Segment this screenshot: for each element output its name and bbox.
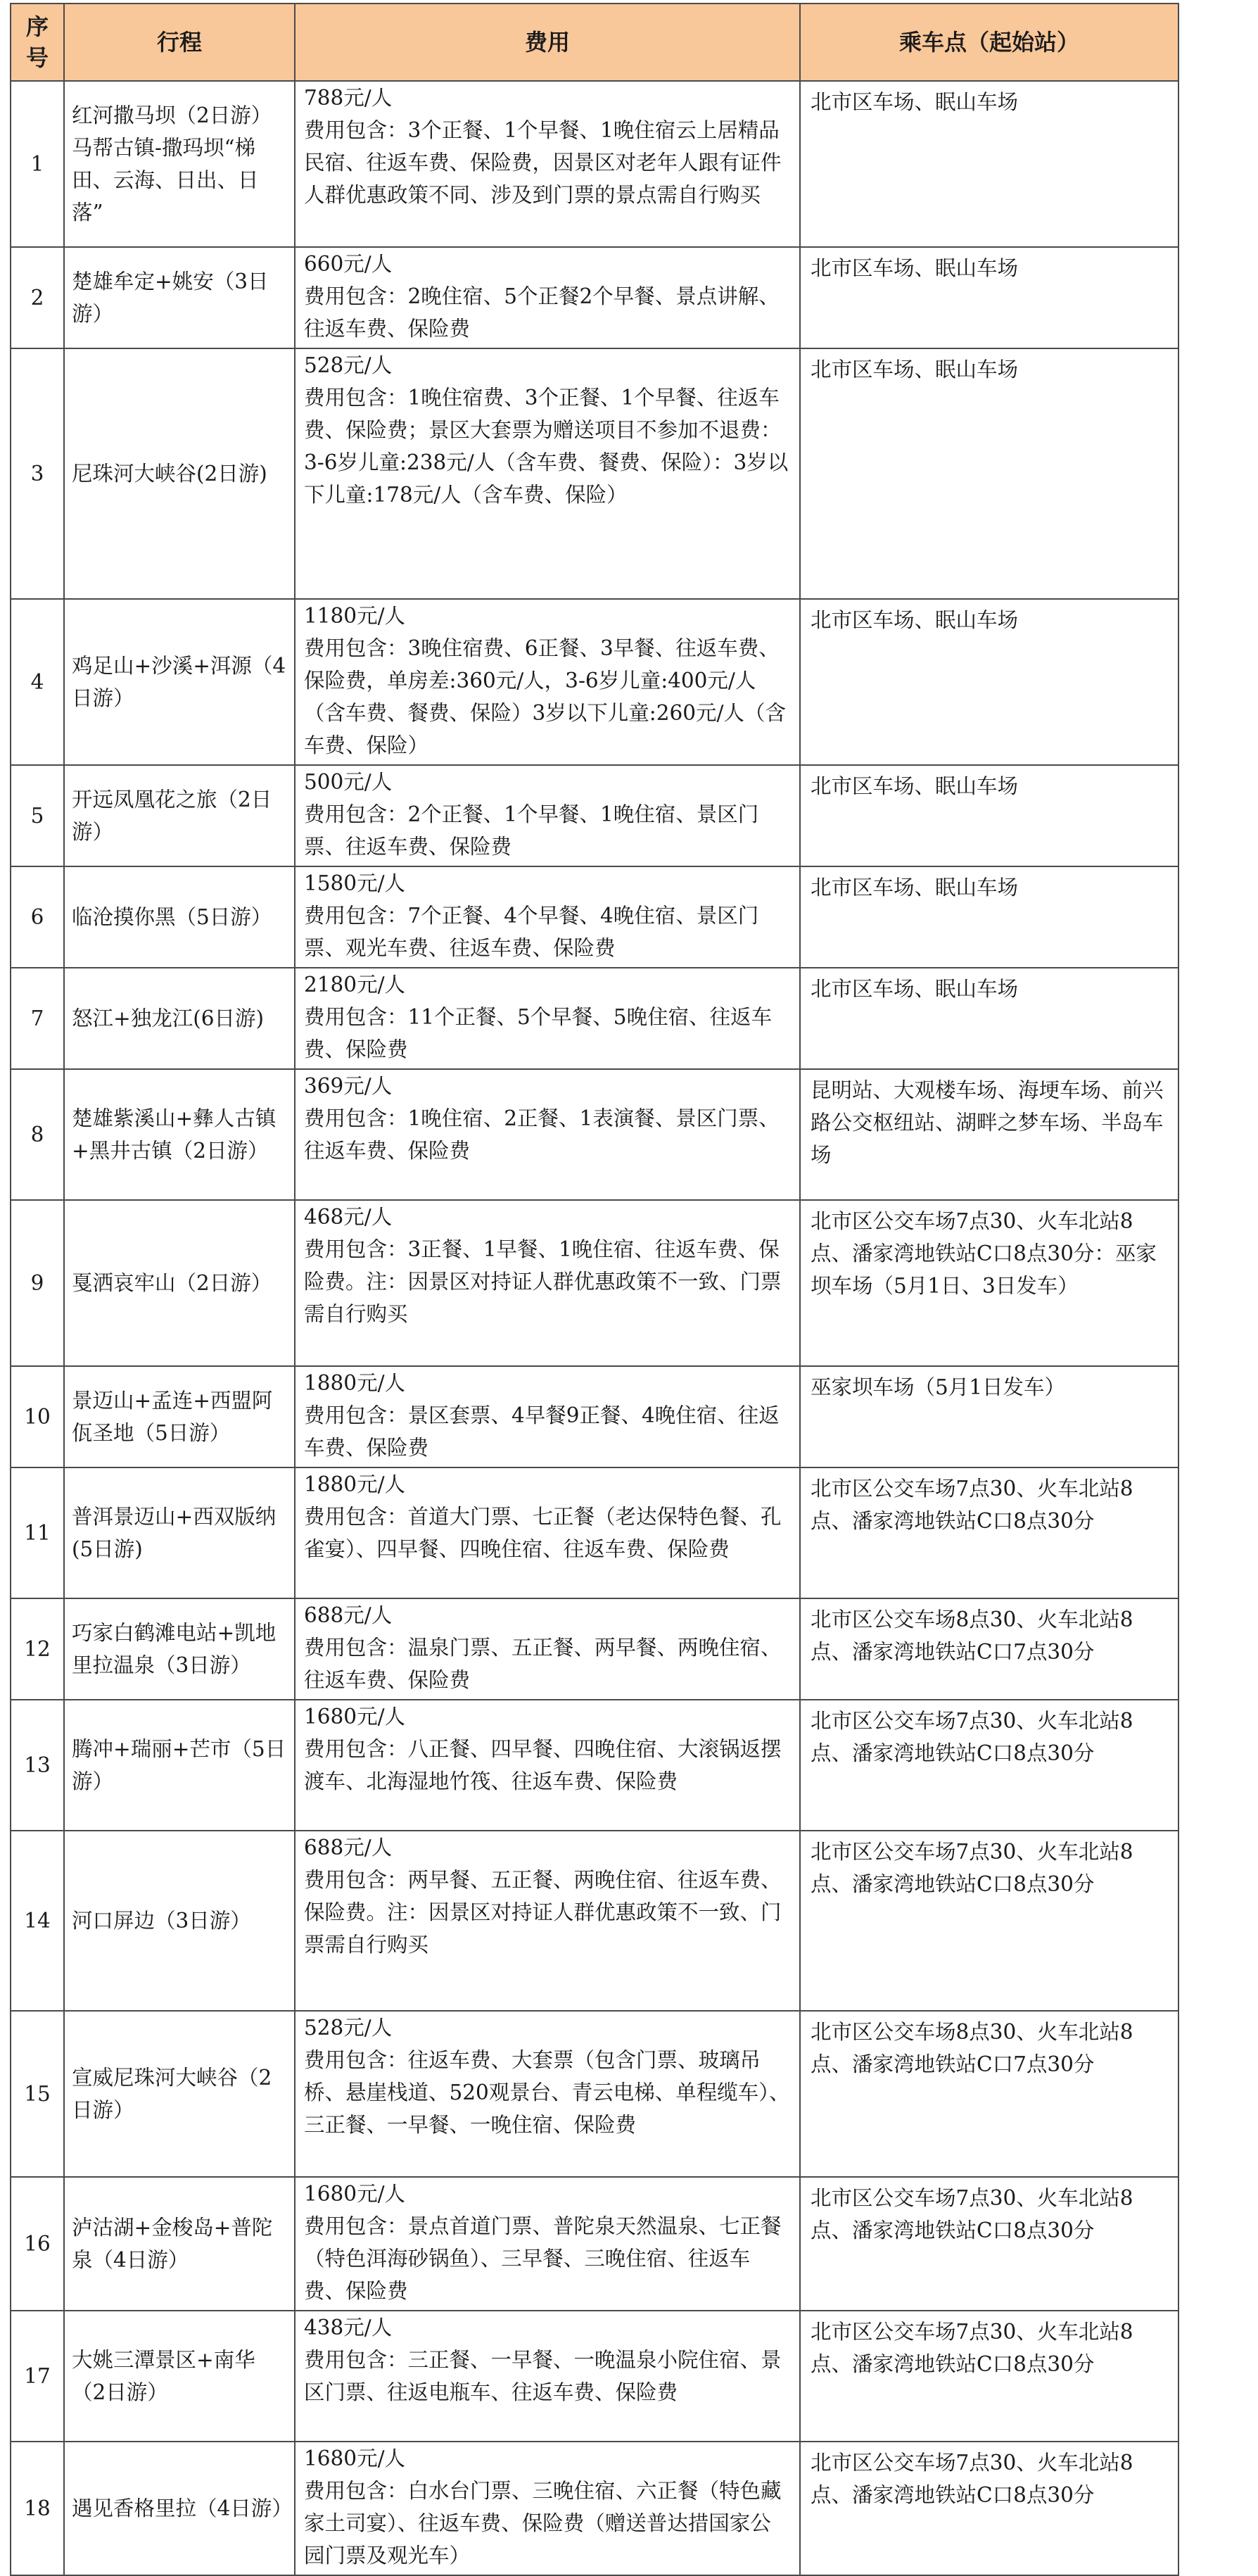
fee-cell (295, 866, 800, 968)
fee-detail: 费用包含：1晚住宿费、3个正餐、1个早餐、往返车费、保险费；景区大套票为赠送项目不参加不退费：3-6岁儿童:238元/人（含车费、餐费、保险）：3岁以下儿童:178元/人（含车费、保险） (304, 386, 789, 507)
route-cell: 景迈山+孟连+西盟阿佤圣地（5日游） (64, 1366, 295, 1467)
fee-price: 788元/人 (304, 86, 393, 110)
row-number: 10 (11, 1366, 64, 1467)
row-number: 7 (11, 968, 64, 1069)
fee-detail: 费用包含：3晚住宿费、6正餐、3早餐、往返车费、保险费，单房差:360元/人，3-6岁儿童:400元/人（含车费、餐费、保险）3岁以下儿童:260元/人（含车费、保险） (304, 636, 786, 757)
fee-price: 660元/人 (304, 252, 393, 276)
fee-cell (295, 1200, 800, 1366)
fee-price: 1680元/人 (304, 1705, 406, 1729)
header-route: 行程 (64, 4, 295, 81)
row-number: 14 (11, 1831, 64, 2011)
boarding-point-cell: 北市区公交车场8点30、火车北站8点、潘家湾地铁站C口7点30分 (800, 1598, 1178, 1700)
boarding-point-cell: 昆明站、大观楼车场、海埂车场、前兴路公交枢纽站、湖畔之梦车场、半岛车场 (800, 1069, 1178, 1200)
route-cell: 大姚三潭景区+南华（2日游） (64, 2311, 295, 2442)
route-cell: 腾冲+瑞丽+芒市（5日游） (64, 1700, 295, 1831)
fee-detail: 费用包含：白水台门票、三晚住宿、六正餐（特色藏家土司宴）、往返车费、保险费（赠送普达措国家公园门票及观光车） (304, 2479, 782, 2568)
fee-detail: 费用包含：11个正餐、5个早餐、5晚住宿、往返车费、保险费 (304, 1005, 773, 1061)
fee-detail: 费用包含：景区套票、4早餐9正餐、4晚住宿、往返车费、保险费 (304, 1403, 780, 1460)
table-row (11, 1831, 1178, 2011)
row-number: 13 (11, 1700, 64, 1831)
route-cell: 开远凤凰花之旅（2日游） (64, 765, 295, 866)
table-row (11, 968, 1178, 1069)
table-row (11, 2442, 1178, 2575)
table-row (11, 1467, 1178, 1598)
table-row (11, 1598, 1178, 1700)
route-cell: 红河撒马坝（2日游）马帮古镇-撒玛坝“梯田、云海、日出、日落” (64, 81, 295, 247)
table-row (11, 866, 1178, 968)
fee-price: 468元/人 (304, 1205, 393, 1229)
fee-cell (295, 1069, 800, 1200)
row-number: 4 (11, 599, 64, 765)
row-number: 2 (11, 247, 64, 348)
boarding-point-cell: 北市区车场、眠山车场 (800, 599, 1178, 765)
fee-cell (295, 348, 800, 599)
boarding-point-cell: 北市区公交车场7点30、火车北站8点、潘家湾地铁站C口8点30分 (800, 2311, 1178, 2442)
fee-detail: 费用包含：首道大门票、七正餐（老达保特色餐、孔雀宴）、四早餐、四晚住宿、往返车费、保险费 (304, 1505, 782, 1561)
route-cell: 怒江+独龙江(6日游) (64, 968, 295, 1069)
table-header-row (11, 4, 1178, 81)
row-number: 11 (11, 1467, 64, 1598)
fee-cell (295, 2011, 800, 2177)
row-number: 15 (11, 2011, 64, 2177)
boarding-point-cell: 北市区车场、眠山车场 (800, 247, 1178, 348)
row-number: 16 (11, 2177, 64, 2311)
boarding-point-cell: 北市区公交车场7点30、火车北站8点、潘家湾地铁站C口8点30分 (800, 1831, 1178, 2011)
boarding-point-cell: 巫家坝车场（5月1日发车） (800, 1366, 1178, 1467)
route-cell: 巧家白鹤滩电站+凯地里拉温泉（3日游） (64, 1598, 295, 1700)
fee-price: 688元/人 (304, 1603, 393, 1627)
fee-detail: 费用包含：三正餐、一早餐、一晚温泉小院住宿、景区门票、往返电瓶车、往返车费、保险费 (304, 2348, 782, 2404)
row-number: 8 (11, 1069, 64, 1200)
boarding-point-cell: 北市区车场、眠山车场 (800, 765, 1178, 866)
boarding-point-cell: 北市区公交车场8点30、火车北站8点、潘家湾地铁站C口7点30分 (800, 2011, 1178, 2177)
fee-detail: 费用包含：7个正餐、4个早餐、4晚住宿、景区门票、观光车费、往返车费、保险费 (304, 904, 759, 960)
fee-cell (295, 599, 800, 765)
fee-detail: 费用包含：往返车费、大套票（包含门票、玻璃吊桥、悬崖栈道、520观景台、青云电梯、单程缆车）、三正餐、一早餐、一晚住宿、保险费 (304, 2048, 790, 2137)
table-row (11, 81, 1178, 247)
boarding-point-cell: 北市区公交车场7点30、火车北站8点、潘家湾地铁站C口8点30分 (800, 1700, 1178, 1831)
row-number: 17 (11, 2311, 64, 2442)
route-cell: 楚雄牟定+姚安（3日游） (64, 247, 295, 348)
route-cell: 遇见香格里拉（4日游） (64, 2442, 295, 2575)
fee-price: 1880元/人 (304, 1371, 406, 1395)
header-no: 序号 (11, 4, 64, 81)
fee-price: 1180元/人 (304, 604, 406, 628)
route-cell: 宣威尼珠河大峡谷（2日游） (64, 2011, 295, 2177)
fee-price: 1580元/人 (304, 871, 406, 895)
fee-price: 1880元/人 (304, 1472, 406, 1496)
fee-detail: 费用包含：温泉门票、五正餐、两早餐、两晚住宿、往返车费、保险费 (304, 1636, 782, 1692)
fee-cell (295, 81, 800, 247)
boarding-point-cell: 北市区车场、眠山车场 (800, 866, 1178, 968)
boarding-point-cell: 北市区公交车场7点30、火车北站8点、潘家湾地铁站C口8点30分 (800, 2177, 1178, 2311)
fee-detail: 费用包含：八正餐、四早餐、四晚住宿、大滚锅返摆渡车、北海湿地竹筏、往返车费、保险费 (304, 1737, 782, 1793)
boarding-point-cell: 北市区公交车场7点30、火车北站8点、潘家湾地铁站C口8点30分 (800, 2442, 1178, 2575)
fee-cell (295, 2311, 800, 2442)
row-number: 6 (11, 866, 64, 968)
fee-detail: 费用包含：3正餐、1早餐、1晚住宿、往返车费、保险费。注：因景区对持证人群优惠政策不一致、门票需自行购买 (304, 1237, 782, 1326)
route-cell: 临沧摸你黑（5日游） (64, 866, 295, 968)
fee-cell (295, 1366, 800, 1467)
row-number: 5 (11, 765, 64, 866)
route-cell: 尼珠河大峡谷(2日游) (64, 348, 295, 599)
fee-detail: 费用包含：3个正餐、1个早餐、1晚住宿云上居精品民宿、往返车费、保险费，因景区对老年人跟有证件人群优惠政策不同、涉及到门票的景点需自行购买 (304, 118, 782, 207)
table-row (11, 599, 1178, 765)
fee-detail: 费用包含：景点首道门票、普陀泉天然温泉、七正餐（特色洱海砂锅鱼）、三早餐、三晚住宿、往返车费、保险费 (304, 2214, 782, 2303)
fee-detail: 费用包含：2个正餐、1个早餐、1晚住宿、景区门票、往返车费、保险费 (304, 802, 759, 859)
route-cell: 戛洒哀牢山（2日游） (64, 1200, 295, 1366)
header-stop: 乘车点（起始站） (800, 4, 1178, 81)
fee-detail: 费用包含：两早餐、五正餐、两晚住宿、往返车费、保险费。注：因景区对持证人群优惠政策不一致、门票需自行购买 (304, 1868, 782, 1957)
fee-price: 369元/人 (304, 1074, 393, 1098)
route-cell: 普洱景迈山+西双版纳(5日游) (64, 1467, 295, 1598)
table-row (11, 2177, 1178, 2311)
header-fee: 费用 (295, 4, 800, 81)
table-row (11, 1200, 1178, 1366)
fee-cell (295, 968, 800, 1069)
fee-price: 2180元/人 (304, 973, 406, 997)
table-row (11, 2011, 1178, 2177)
fee-cell (295, 1598, 800, 1700)
route-cell: 鸡足山+沙溪+洱源（4日游） (64, 599, 295, 765)
row-number: 12 (11, 1598, 64, 1700)
fee-price: 500元/人 (304, 770, 393, 794)
row-number: 18 (11, 2442, 64, 2575)
route-cell: 楚雄紫溪山+彝人古镇+黑井古镇（2日游） (64, 1069, 295, 1200)
table-row (11, 1069, 1178, 1200)
fee-detail: 费用包含：1晚住宿、2正餐、1表演餐、景区门票、往返车费、保险费 (304, 1106, 780, 1163)
table-row (11, 2311, 1178, 2442)
row-number: 1 (11, 81, 64, 247)
fee-price: 688元/人 (304, 1836, 393, 1860)
table-row (11, 1366, 1178, 1467)
fee-cell (295, 247, 800, 348)
fee-cell (295, 765, 800, 866)
fee-cell (295, 1467, 800, 1598)
fee-cell (295, 2442, 800, 2575)
boarding-point-cell: 北市区车场、眠山车场 (800, 968, 1178, 1069)
boarding-point-cell: 北市区车场、眠山车场 (800, 348, 1178, 599)
route-cell: 泸沽湖+金梭岛+普陀泉（4日游） (64, 2177, 295, 2311)
table-row (11, 765, 1178, 866)
fee-price: 1680元/人 (304, 2446, 406, 2470)
row-number: 9 (11, 1200, 64, 1366)
route-cell: 河口屏边（3日游） (64, 1831, 295, 2011)
fee-price: 528元/人 (304, 2016, 393, 2040)
fee-price: 438元/人 (304, 2316, 393, 2340)
table-row (11, 1700, 1178, 1831)
table-row (11, 247, 1178, 348)
fee-price: 1680元/人 (304, 2182, 406, 2206)
table-row (11, 348, 1178, 599)
fee-cell (295, 2177, 800, 2311)
row-number: 3 (11, 348, 64, 599)
boarding-point-cell: 北市区车场、眠山车场 (800, 81, 1178, 247)
boarding-point-cell: 北市区公交车场7点30、火车北站8点、潘家湾地铁站C口8点30分 (800, 1467, 1178, 1598)
boarding-point-cell: 北市区公交车场7点30、火车北站8点、潘家湾地铁站C口8点30分：巫家坝车场（5月1日、3日发车） (800, 1200, 1178, 1366)
tour-schedule-table (10, 3, 1179, 2576)
fee-detail: 费用包含：2晚住宿、5个正餐2个早餐、景点讲解、往返车费、保险费 (304, 284, 780, 341)
fee-cell (295, 1831, 800, 2011)
fee-cell (295, 1700, 800, 1831)
fee-price: 528元/人 (304, 353, 393, 377)
